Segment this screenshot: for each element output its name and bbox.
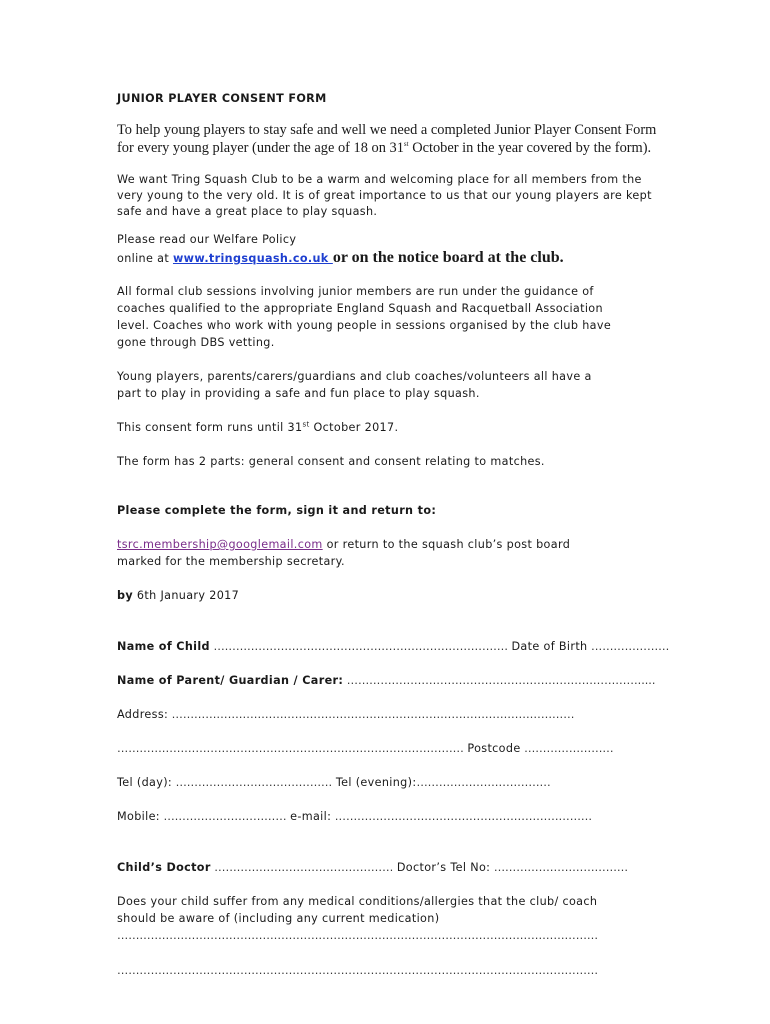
form-parts-text: The form has 2 parts: general consent and consent relating to matches.: [117, 455, 545, 468]
welcome-line-1: We want Tring Squash Club to be a warm and welcoming place for all members from the: [117, 173, 642, 186]
postcode-field[interactable]: ……………………: [520, 742, 614, 755]
sessions-line-1: All formal club sessions involving junior members are run under the guidance of: [117, 285, 594, 298]
address-line-2-field[interactable]: …………………………………………………………………………………: [117, 742, 468, 755]
website-link[interactable]: www.tringsquash.co.uk: [172, 252, 333, 265]
parent-name-field[interactable]: …………………………………………………………………….....: [343, 674, 656, 687]
tel-evening-field[interactable]: ………………………………: [416, 776, 551, 789]
roles-line-2: part to play in providing a safe and fun place to play squash.: [117, 387, 480, 400]
email-field[interactable]: ……………………………………………………………: [331, 810, 593, 823]
address-field[interactable]: ………………………………………………………………………………………………: [168, 708, 575, 721]
welfare-line-2: online at www.tringsquash.co.uk or on the notice board at the club.: [117, 249, 564, 266]
address-row: [117, 706, 710, 723]
mobile-email-row: [117, 808, 710, 825]
welfare-line-1: Please read our Welfare Policy: [117, 233, 297, 246]
return-line-2: marked for the membership secretary.: [117, 555, 345, 568]
tel-evening-label: Tel (evening):: [335, 776, 417, 789]
welcome-paragraph: [117, 172, 710, 220]
email-label: e-mail:: [290, 810, 332, 823]
parent-name-label: Name of Parent/ Guardian / Carer:: [117, 674, 344, 687]
intro-line-1: To help young players to stay safe and well we need a completed Junior Player Consent Form: [117, 122, 657, 138]
notice-board-text: or on the notice board at the club.: [332, 249, 564, 266]
welcome-line-2: very young to the very old. It is of great importance to us that our young players are kept: [117, 189, 652, 202]
parent-name-row: [117, 672, 710, 689]
deadline: by 6th January 2017: [117, 589, 240, 602]
doctor-tel-label: Doctor’s Tel No:: [396, 861, 491, 874]
intro-line-2: for every young player (under the age of 18 on 31st October in the year covered by the form).: [117, 140, 652, 156]
child-name-label: Name of Child: [117, 640, 210, 653]
medical-question: [117, 893, 710, 944]
medical-answer-line-1[interactable]: …………………………………………………………………………………………………………………: [117, 929, 599, 942]
doctor-field[interactable]: …………………………………………: [210, 861, 397, 874]
roles-paragraph: [117, 368, 710, 402]
sessions-line-3: level. Coaches who work with young people in sessions organised by the club have: [117, 319, 612, 332]
medical-answer-line-2[interactable]: …………………………………………………………………………………………………………………: [117, 964, 599, 977]
form-validity: This consent form runs until 31st October 2017.: [117, 420, 399, 434]
welfare-policy-paragraph: [117, 231, 710, 267]
return-instruction: Please complete the form, sign it and return to:: [117, 504, 437, 517]
child-name-row: [117, 638, 710, 655]
membership-email-link[interactable]: tsrc.membership@googlemail.com: [117, 538, 323, 551]
return-line-1: tsrc.membership@googlemail.com or return to the squash club’s post board: [117, 538, 571, 551]
mobile-field[interactable]: ……………………………: [159, 810, 291, 823]
return-paragraph: [117, 536, 710, 570]
page-title: JUNIOR PLAYER CONSENT FORM: [117, 92, 327, 105]
dob-field[interactable]: …………………: [587, 640, 670, 653]
address-postcode-row: [117, 740, 710, 757]
medical-answer-line-2-wrap: [117, 962, 710, 979]
sessions-paragraph: [117, 283, 710, 351]
doctor-label: Child’s Doctor: [117, 861, 211, 874]
medical-line-2: should be aware of (including any current medication): [117, 912, 440, 925]
doctor-tel-field[interactable]: ………………………………: [490, 861, 629, 874]
postcode-label: Postcode: [467, 742, 521, 755]
doctor-row: [117, 859, 710, 876]
sessions-line-2: coaches qualified to the appropriate England Squash and Racquetball Association: [117, 302, 603, 315]
dob-label: Date of Birth: [511, 640, 588, 653]
welcome-line-3: safe and have a great place to play squash.: [117, 205, 378, 218]
medical-line-1: Does your child suffer from any medical conditions/allergies that the club/ coach: [117, 895, 598, 908]
mobile-label: Mobile:: [117, 810, 160, 823]
intro-paragraph: [117, 121, 710, 157]
tel-day-label: Tel (day):: [117, 776, 173, 789]
address-label: Address:: [117, 708, 169, 721]
telephone-row: [117, 774, 710, 791]
child-name-field[interactable]: …………………………………………………………………….: [209, 640, 512, 653]
sessions-line-4: gone through DBS vetting.: [117, 336, 275, 349]
tel-day-field[interactable]: ……………………………………: [172, 776, 336, 789]
roles-line-1: Young players, parents/carers/guardians and club coaches/volunteers all have a: [117, 370, 592, 383]
